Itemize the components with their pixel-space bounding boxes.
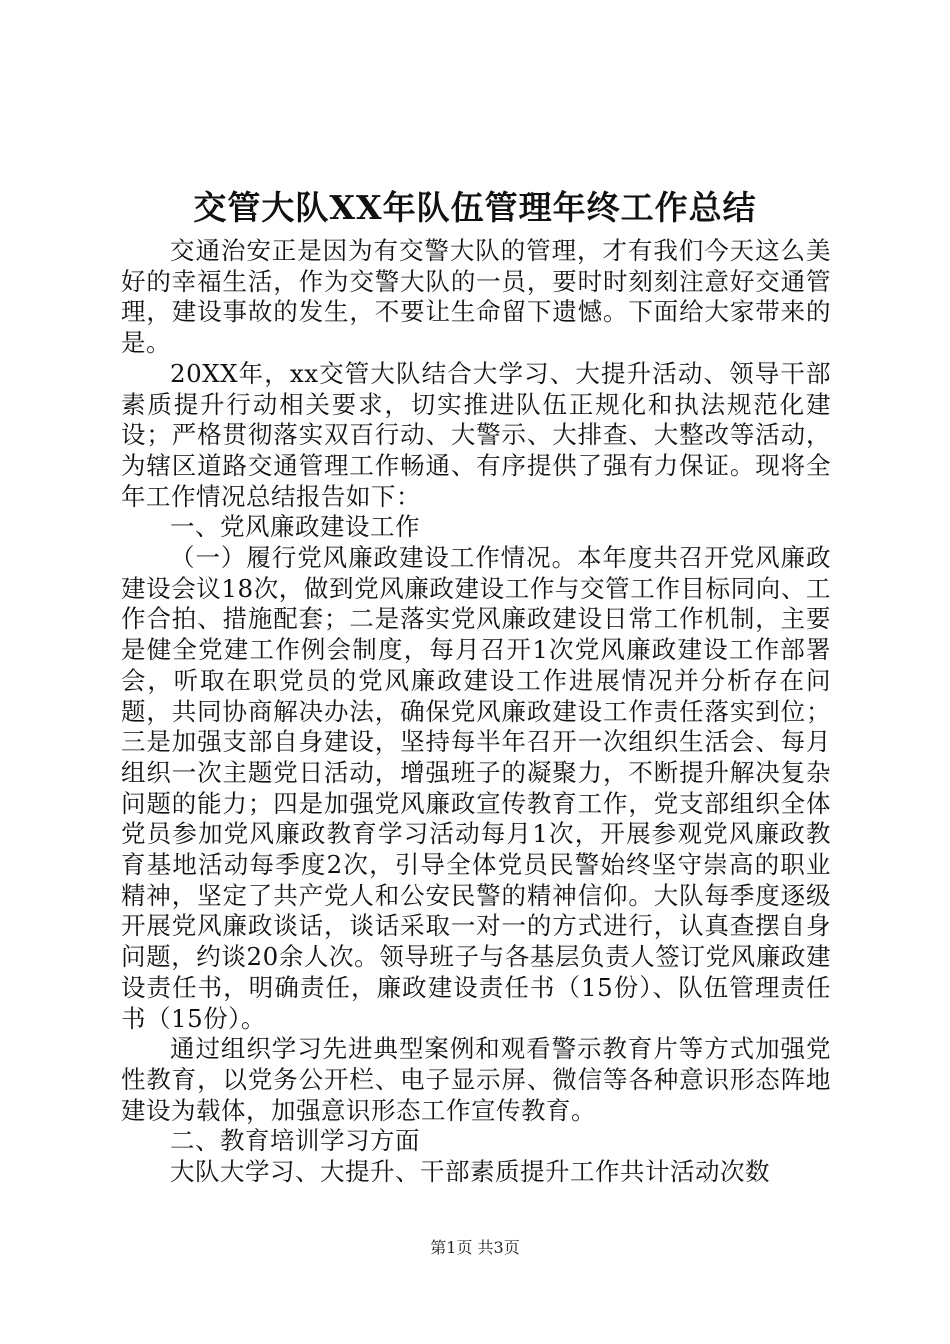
paragraph-education: 通过组织学习先进典型案例和观看警示教育片等方式加强党性教育，以党务公开栏、电子显示屏、微信等各种意识形态阵地建设为载体，加强意识形态工作宣传教育。 (121, 1034, 831, 1125)
paragraph-party-conduct: （一）履行党风廉政建设工作情况。本年度共召开党风廉政建设会议18次，做到党风廉政建设工作与交管工作目标同向、工作合拍、措施配套；二是落实党风廉政建设日常工作机制，主要是健全党建工作例会制度，每月召开1次党风廉政建设工作部署会，听取在职党员的党风廉政建设工作进展情况并分析存在问题，共同协商解决办法，确保党风廉政建设工作责任落实到位；三是加强支部自身建设，坚持每半年召开一次组织生活会、每月组织一次主题党日活动，增强班子的凝聚力，不断提升解决复杂问题的能力；四是加强党风廉政宣传教育工作，党支部组织全体党员参加党风廉政教育学习活动每月1次，开展参观党风廉政教育基地活动每季度2次，引导全体党员民警始终坚守崇高的职业精神，坚定了共产党人和公安民警的精神信仰。大队每季度逐级开展党风廉政谈话，谈话采取一对一的方式进行，认真查摆自身问题，约谈20余人次。领导班子与各基层负责人签订党风廉政建设责任书，明确责任，廉政建设责任书（15份）、队伍管理责任书（15份）。 (121, 543, 831, 1033)
paragraph-training: 大队大学习、大提升、干部素质提升工作共计活动次数 (170, 1157, 770, 1187)
paragraph-intro: 交通治安正是因为有交警大队的管理，才有我们今天这么美好的幸福生活，作为交警大队的一员，要时时刻刻注意好交通管理，建设事故的发生，不要让生命留下遗憾。下面给大家带来的是。 (121, 236, 831, 358)
document-body (121, 236, 831, 1188)
paragraph-overview: 20XX年，xx交管大队结合大学习、大提升活动、领导干部素质提升行动相关要求，切实推进队伍正规化和执法规范化建设；严格贯彻落实双百行动、大警示、大排查、大整改等活动，为辖区道路交通管理工作畅通、有序提供了强有力保证。现将全年工作情况总结报告如下： (121, 358, 831, 511)
section-heading-1: 一、党风廉政建设工作 (170, 512, 420, 542)
section-heading-2: 二、教育培训学习方面 (170, 1126, 420, 1156)
page-footer: 第1页 共3页 (430, 1238, 520, 1257)
document-title: 交管大队XX年队伍管理年终工作总结 (193, 188, 757, 227)
